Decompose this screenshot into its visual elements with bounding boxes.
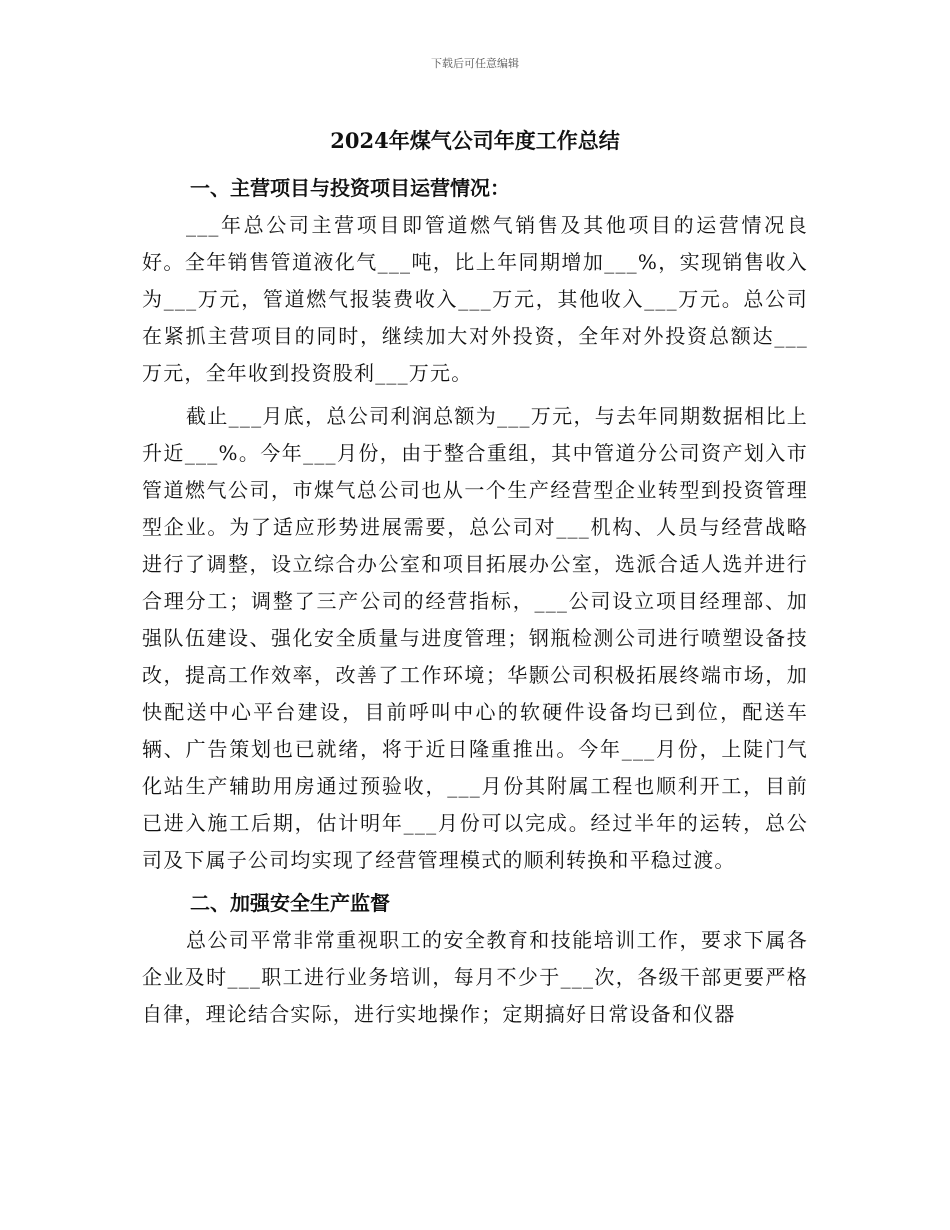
- section-heading-1: 一、主营项目与投资项目运营情况：: [190, 176, 510, 200]
- paragraph: 截止___月底，总公司利润总额为___万元，与去年同期数据相比上升近___%。今年___月份，由于整合重组，其中管道分公司资产划入市管道燃气公司，市煤气总公司也从一个生产经营型企业转型到投资管理型企业。为了适应形势进展需要，总公司对___机构、人员与经营战略进行了调整，设立综合办公室和项目拓展办公室，选派合适人选并进行合理分工；调整了三产公司的经营指标，___公司设立项目经理部、加强队伍建设、强化安全质量与进度管理；钢瓶检测公司进行喷塑设备技改，提高工作效率，改善了工作环境；华颢公司积极拓展终端市场，加快配送中心平台建设，目前呼叫中心的软硬件设备均已到位，配送车辆、广告策划也已就绪，将于近日隆重推出。今年___月份，上陡门气化站生产辅助用房通过预验收，___月份其附属工程也顺利开工，目前已进入施工后期，估计明年___月份可以完成。经过半年的运转，总公司及下属子公司均实现了经营管理模式的顺利转换和平稳过渡。: [142, 404, 808, 872]
- header-note: 下载后可任意编辑: [431, 57, 519, 70]
- document-title: 2024年煤气公司年度工作总结: [330, 128, 620, 153]
- paragraph: 总公司平常非常重视职工的安全教育和技能培训工作，要求下属各企业及时___职工进行业务培训，每月不少于___次，各级干部更要严格自律，理论结合实际，进行实地操作；定期搞好日常设备和仪器: [142, 928, 808, 1026]
- section-heading-2: 二、加强安全生产监督: [190, 891, 390, 915]
- paragraph: ___年总公司主营项目即管道燃气销售及其他项目的运营情况良好。全年销售管道液化气___吨，比上年同期增加___%，实现销售收入为___万元，管道燃气报装费收入___万元，其他收入___万元。总公司在紧抓主营项目的同时，继续加大对外投资，全年对外投资总额达___万元，全年收到投资股利___万元。: [142, 213, 808, 385]
- document-body: [142, 170, 808, 1033]
